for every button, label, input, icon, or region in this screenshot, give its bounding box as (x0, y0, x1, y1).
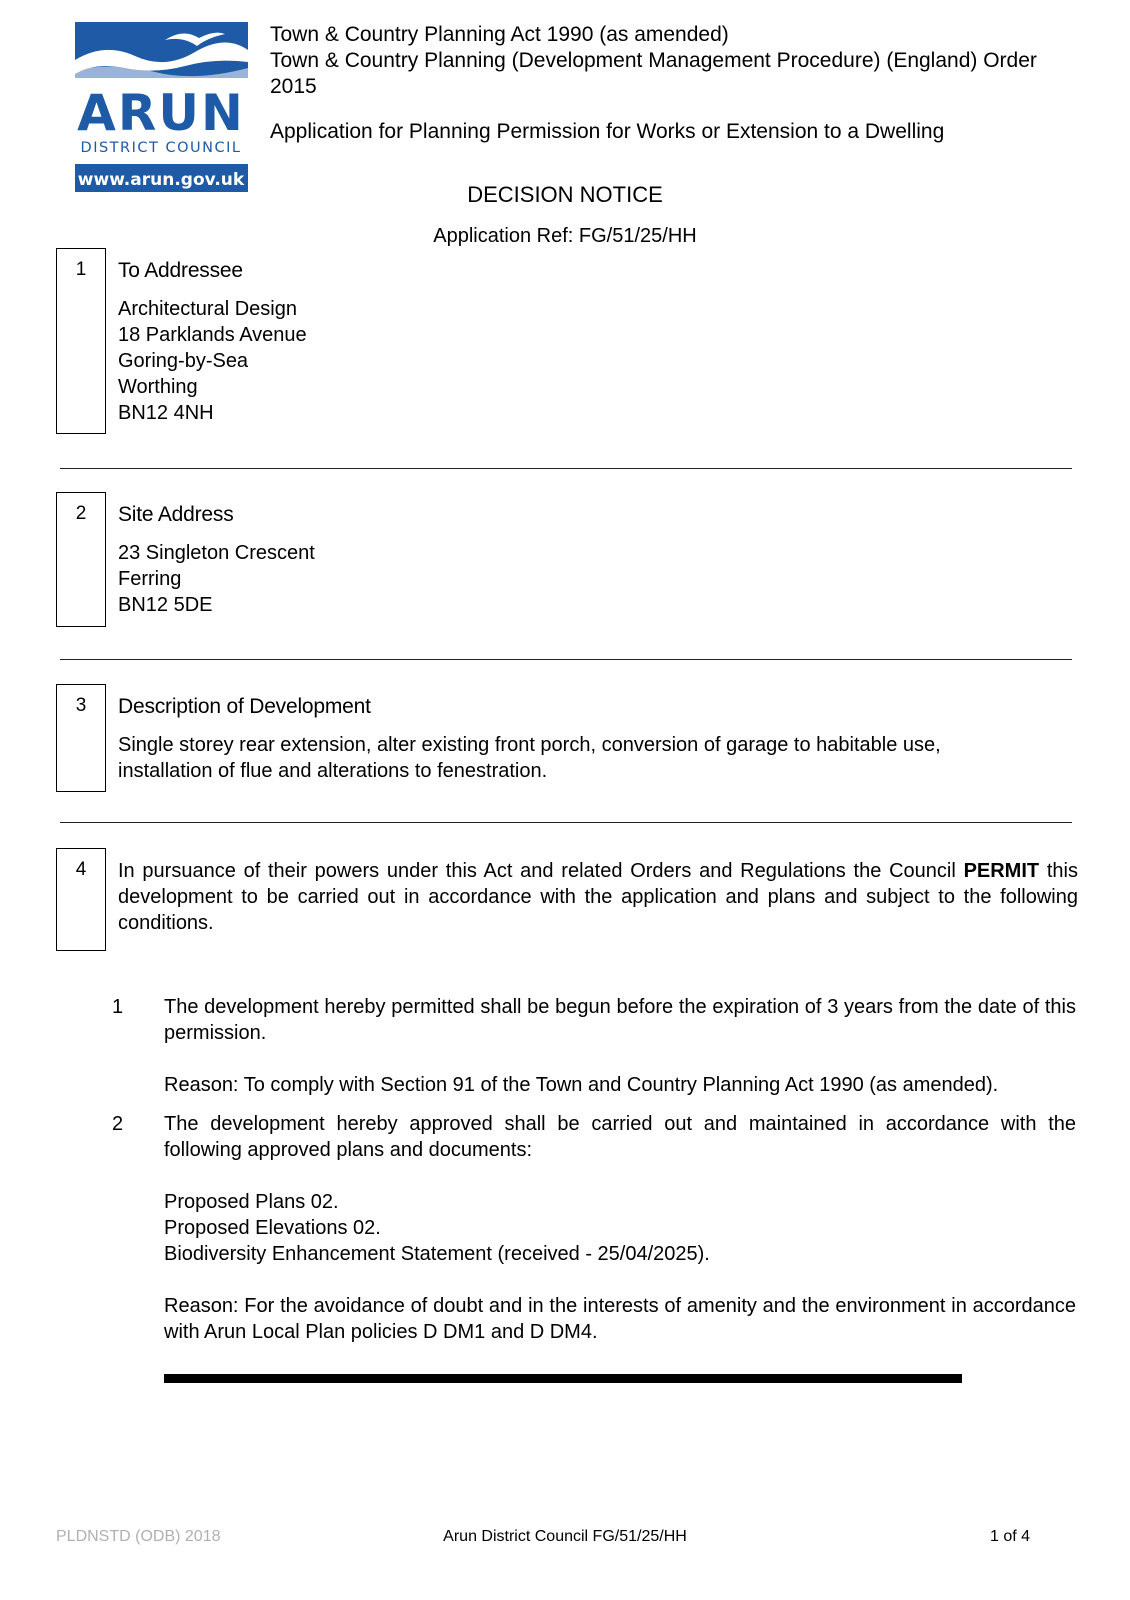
application-type: Application for Planning Permission for Works or Extension to a Dwelling (270, 120, 945, 143)
act-line: Town & Country Planning Act 1990 (as amended) (270, 23, 729, 46)
footer-page-number: 1 of 4 (990, 1528, 1031, 1545)
footer-form-code: PLDNSTD (ODB) 2018 (56, 1528, 221, 1545)
condition-reason: Reason: To comply with Section 91 of the Town and Country Planning Act 1990 (as amended). (164, 1074, 999, 1096)
order-line-1: Town & Country Planning (Development Management Procedure) (England) Order (270, 49, 1037, 72)
approved-plans-list (164, 1189, 1076, 1267)
section-number: 1 (56, 248, 106, 434)
decision-text (118, 858, 1078, 936)
logo-name: ARUN (77, 84, 245, 142)
address-line: Goring-by-Sea (118, 350, 249, 372)
footer-reference: Arun District Council FG/51/25/HH (443, 1528, 687, 1545)
decision-text-before: In pursuance of their powers under this Act and related Orders and Regulations the Council (118, 860, 964, 882)
address-line: 23 Singleton Crescent (118, 542, 315, 564)
address-line: Ferring (118, 568, 182, 590)
section-number: 3 (56, 684, 106, 792)
condition-number: 1 (112, 996, 124, 1018)
decision-word: PERMIT (963, 860, 1040, 882)
divider (60, 468, 1072, 469)
section-number: 2 (56, 492, 106, 627)
divider (60, 659, 1072, 660)
description-line: Single storey rear extension, alter existing front porch, conversion of garage to habitable use, (118, 734, 941, 756)
section-addressee (56, 248, 1076, 434)
decision-text-after: this development to be carried out in accordance with the application and plans and subject to the following conditions. (118, 860, 1078, 934)
address-line: BN12 5DE (118, 594, 213, 616)
section-title: Description of Development (118, 695, 371, 718)
section-site-address (56, 492, 1076, 627)
description-line: installation of flue and alterations to fenestration. (118, 760, 548, 782)
order-line-2: 2015 (270, 75, 317, 98)
condition-text: The development hereby permitted shall be begun before the expiration of 3 years from the date of this permission. (164, 996, 1076, 1044)
arun-council-logo (75, 22, 248, 194)
section-description (56, 684, 1076, 792)
divider (60, 822, 1072, 823)
decision-notice-title: DECISION NOTICE (467, 182, 663, 207)
end-of-conditions-bar (164, 1374, 962, 1383)
logo-subtitle: DISTRICT COUNCIL (80, 140, 242, 156)
document-header (270, 22, 1070, 145)
logo-url: www.arun.gov.uk (77, 170, 245, 190)
section-number: 4 (56, 848, 106, 951)
plan-item: Proposed Elevations 02. (164, 1217, 381, 1239)
address-line: 18 Parklands Avenue (118, 324, 307, 346)
section-title: Site Address (118, 503, 234, 526)
plan-item: Proposed Plans 02. (164, 1191, 339, 1213)
condition-reason: Reason: For the avoidance of doubt and in the interests of amenity and the environment in accordance with Arun Local Plan policies D DM1 and D DM4. (164, 1295, 1076, 1343)
application-ref: Application Ref: FG/51/25/HH (433, 225, 697, 247)
address-line: Architectural Design (118, 298, 297, 320)
section-title: To Addressee (118, 259, 243, 282)
section-decision (56, 848, 1076, 951)
address-line: BN12 4NH (118, 402, 214, 424)
plan-item: Biodiversity Enhancement Statement (received - 25/04/2025). (164, 1243, 710, 1265)
condition-text: The development hereby approved shall be carried out and maintained in accordance with the following approved plans and documents: (164, 1113, 1076, 1161)
condition-number: 2 (112, 1113, 124, 1135)
address-line: Worthing (118, 376, 198, 398)
